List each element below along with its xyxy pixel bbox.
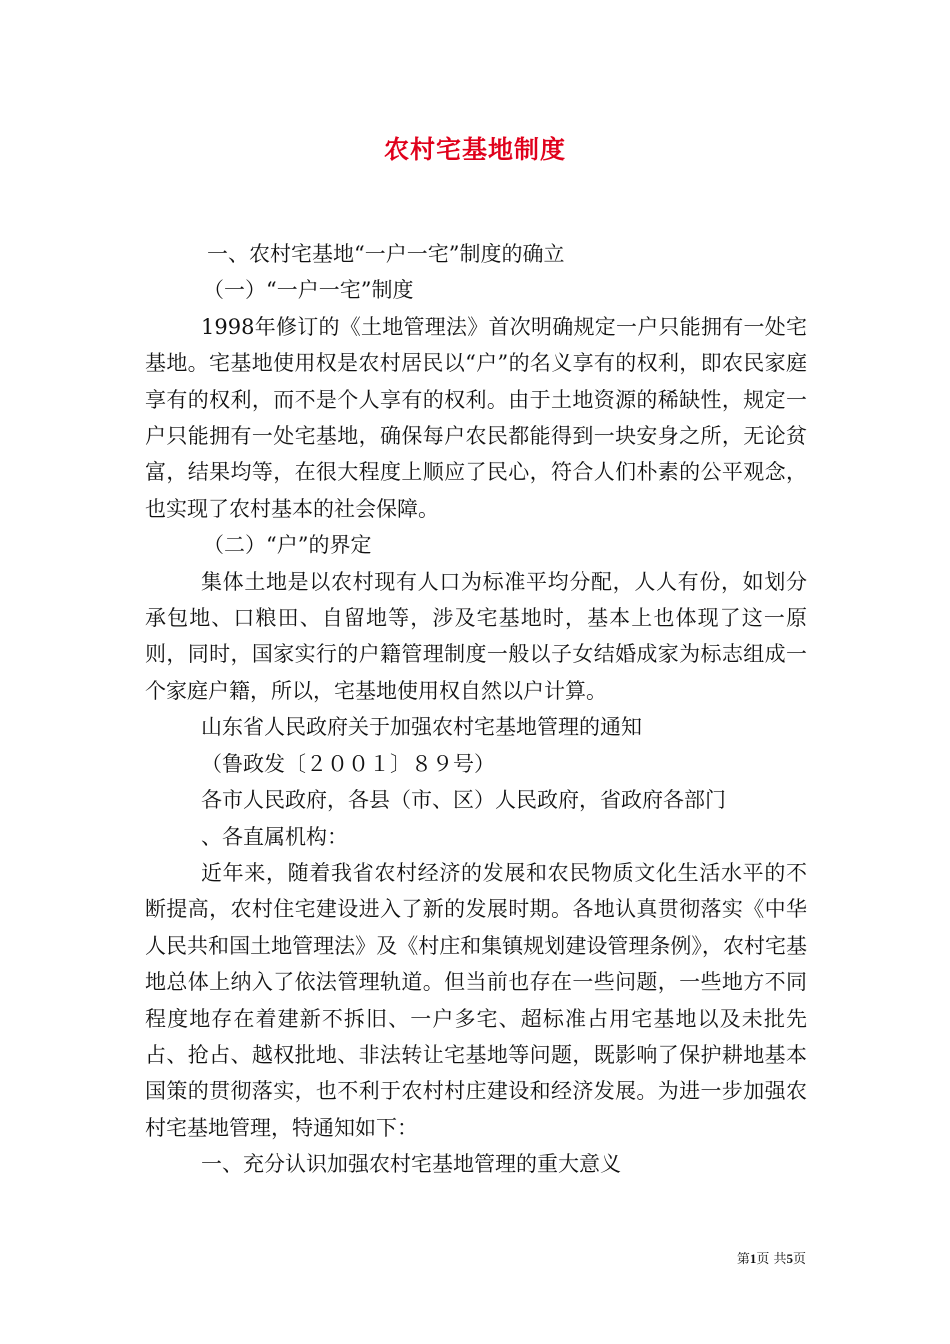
footer-current-page: 1: [749, 1251, 757, 1266]
footer-middle: 页 共: [756, 1252, 787, 1267]
section-heading: 一、农村宅基地“一户一宅”制度的确立: [207, 242, 565, 266]
subsection-heading: （二）“户”的界定: [203, 533, 372, 558]
body-paragraph: 近年来，随着我省农村经济的发展和农民物质文化生活水平的不断提高，农村住宅建设进入了新的发展时期。各地认真贯彻落实《中华人民共和国土地管理法》及《村庄和集镇规划建设管理条例》，农村宅基地总体上纳入了依法管理轨道。但当前也存在一些问题，一些地方不同程度地存在着建新不拆旧、一户多宅、超标准占用宅基地以及未批先占、抢占、越权批地、非法转让宅基地等问题，既影响了保护耕地基本国策的贯彻落实，也不利于农村村庄建设和经济发展。为进一步加强农村宅基地管理，特通知如下：: [145, 860, 807, 1140]
footer-suffix: 页: [792, 1252, 806, 1267]
document-title: 农村宅基地制度: [383, 135, 566, 164]
body-paragraph: 一、充分认识加强农村宅基地管理的重大意义: [201, 1152, 621, 1177]
notice-title: 山东省人民政府关于加强农村宅基地管理的通知: [201, 715, 642, 740]
subsection-heading: （一）“一户一宅”制度: [203, 278, 414, 303]
notice-addressees: 各市人民政府，各县（市、区）人民政府，省政府各部门: [201, 788, 726, 813]
notice-doc-number: （鲁政发〔２００１〕８９号）: [201, 751, 495, 776]
body-paragraph: 1998年修订的《土地管理法》首次明确规定一户只能拥有一处宅基地。宅基地使用权是农村居民以“户”的名义享有的权利，即农民家庭享有的权利，而不是个人享有的权利。由于土地资源的稀缺性，规定一户只能拥有一处宅基地，确保每户农民都能得到一块安身之所，无论贫富，结果均等，在很大程度上顺应了民心，符合人们朴素的公平观念，也实现了农村基本的社会保障。: [145, 314, 807, 521]
page-footer: [0, 1248, 806, 1267]
notice-addressees-cont: 、各直属机构：: [201, 824, 348, 849]
footer-total-pages: 5: [786, 1251, 793, 1266]
body-paragraph: 集体土地是以农村现有人口为标准平均分配，人人有份，如划分承包地、口粮田、自留地等，涉及宅基地时，基本上也体现了这一原则，同时，国家实行的户籍管理制度一般以子女结婚成家为标志组成一个家庭户籍，所以，宅基地使用权自然以户计算。: [145, 569, 807, 703]
document-body: [145, 236, 807, 1183]
footer-prefix: 第: [736, 1252, 750, 1267]
